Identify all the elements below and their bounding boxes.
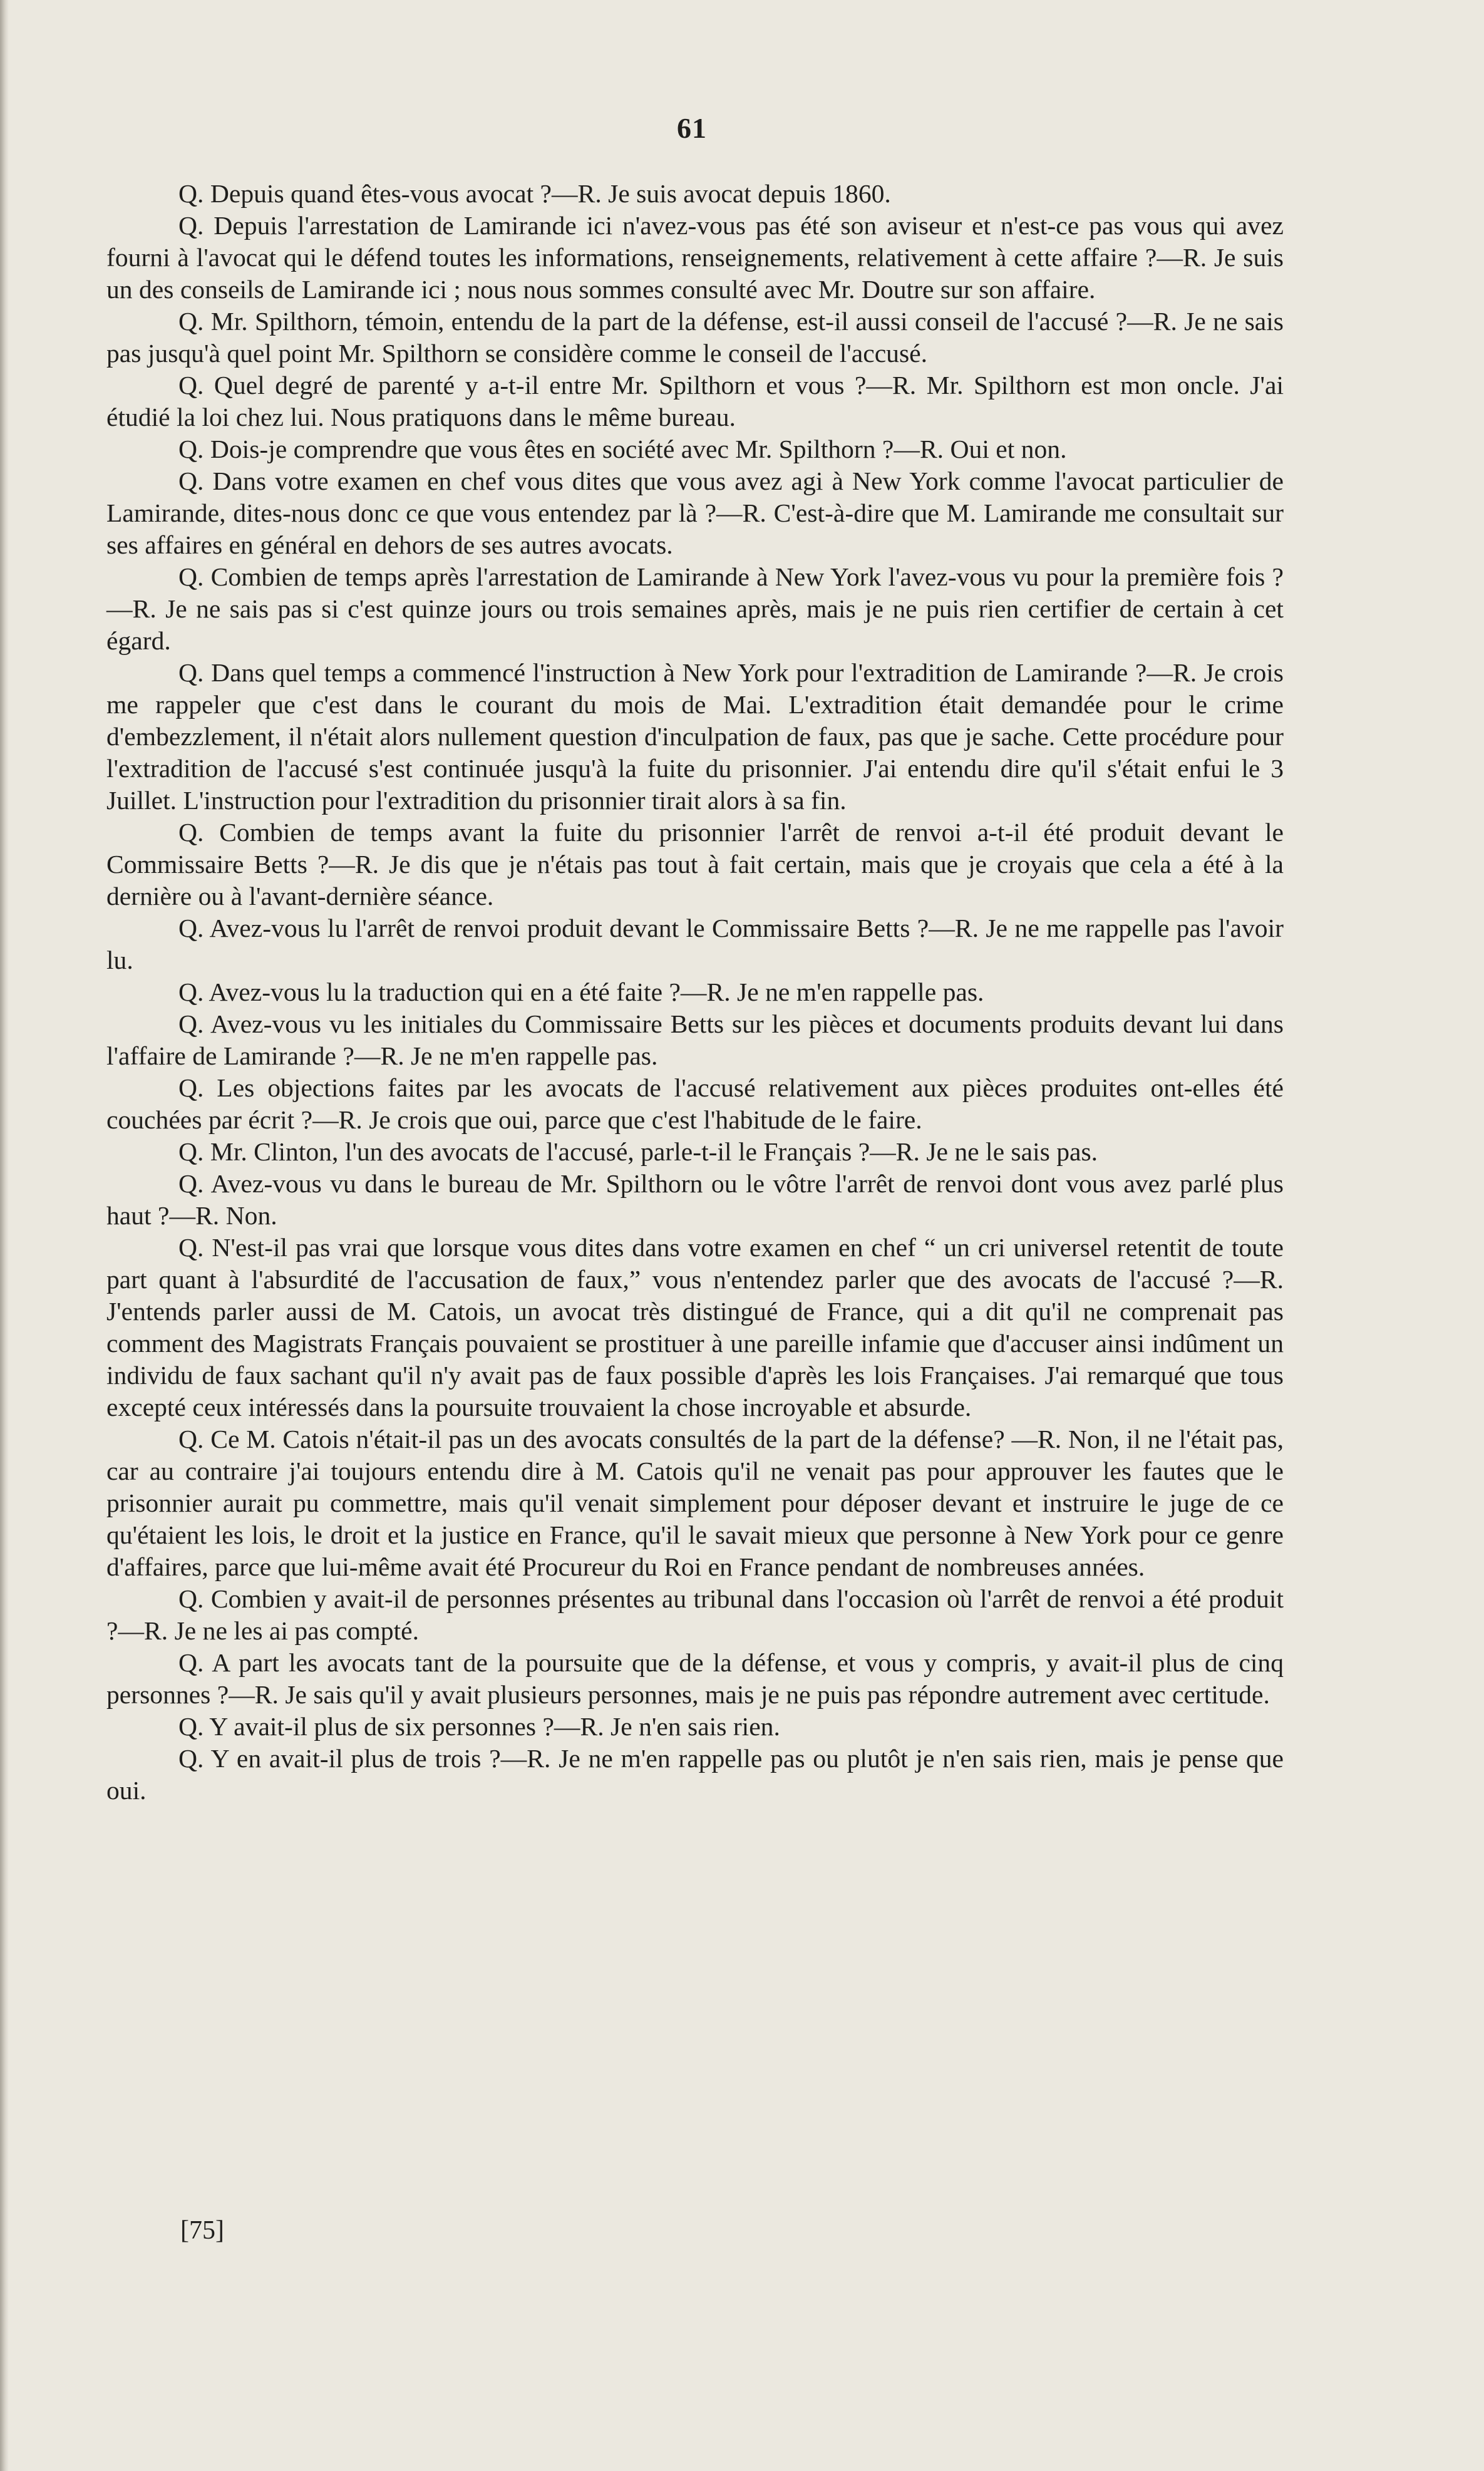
paragraph: Q. Les objections faites par les avocats de l'accusé relativement aux pièces produites ont-elles été couchées par écrit ?—R. Je crois que oui, parce que c'est l'habitude de le faire. <box>106 1073 1284 1134</box>
signature-mark: [75] <box>180 2216 224 2245</box>
paragraph: Q. N'est-il pas vrai que lorsque vous dites dans votre examen en chef “ un cri universel retentit de toute part quant à l'absurdité de l'accusation de faux,” vous n'entendez parler que des avocats de l'accusé ?—R. J'entends parler aussi de M. Catois, un avocat très distingué de France, qui a dit qu'il ne comprenait pas comment des Magistrats Français pouvaient se prostituer à une pareille infamie que d'accuser ainsi indûment un individu de faux sachant qu'il n'y avait pas de faux possible d'après les lois Françaises. J'ai remarqué que tous excepté ceux intéressés dans la poursuite trouvaient la chose incroyable et absurde. <box>106 1233 1284 1421</box>
page-number: 61 <box>677 112 707 144</box>
paragraph: Q. Y en avait-il plus de trois ?—R. Je ne m'en rappelle pas ou plutôt je n'en sais rien, mais je pense que oui. <box>106 1744 1284 1805</box>
testimony-text <box>106 178 1284 1807</box>
paragraph: Q. A part les avocats tant de la poursuite que de la défense, et vous y compris, y avait-il plus de cinq personnes ?—R. Je sais qu'il y avait plusieurs personnes, mais je ne puis pas répondre autrement avec certitude. <box>106 1648 1284 1709</box>
paragraph: Q. Dois-je comprendre que vous êtes en société avec Mr. Spilthorn ?—R. Oui et non. <box>178 435 1067 463</box>
paragraph: Q. Avez-vous lu la traduction qui en a été faite ?—R. Je ne m'en rappelle pas. <box>178 978 984 1006</box>
paragraph: Q. Quel degré de parenté y a-t-il entre Mr. Spilthorn et vous ?—R. Mr. Spilthorn est mon oncle. J'ai étudié la loi chez lui. Nous pratiquons dans le même bureau. <box>106 371 1284 431</box>
paragraph: Q. Depuis l'arrestation de Lamirande ici n'avez-vous pas été son aviseur et n'est-ce pas vous qui avez fourni à l'avocat qui le défend toutes les informations, renseignements, relativement à cette affaire ?—R. Je suis un des conseils de Lamirande ici ; nous nous sommes consulté avec Mr. Doutre sur son affaire. <box>106 211 1284 304</box>
paragraph: Q. Dans quel temps a commencé l'instruction à New York pour l'extradition de Lamirande ?—R. Je crois me rappeler que c'est dans le courant du mois de Mai. L'extradition était demandée pour le crime d'embezzlement, il n'était alors nullement question d'inculpation de faux, pas que je sache. Cette procédure pour l'extradition de l'accusé s'est continuée jusqu'à la fuite du prisonnier. J'ai entendu dire qu'il s'était enfui le 3 Juillet. L'instruction pour l'extradition du prisonnier tirait alors à sa fin. <box>106 658 1284 815</box>
paragraph: Q. Dans votre examen en chef vous dites que vous avez agi à New York comme l'avocat particulier de Lamirande, dites-nous donc ce que vous entendez par là ?—R. C'est-à-dire que M. Lamirande me consultait sur ses affaires en général en dehors de ses autres avocats. <box>106 467 1284 559</box>
paragraph: Q. Depuis quand êtes-vous avocat ?—R. Je suis avocat depuis 1860. <box>178 179 891 208</box>
paragraph: Q. Combien y avait-il de personnes présentes au tribunal dans l'occasion où l'arrêt de renvoi a été produit ?—R. Je ne les ai pas compté. <box>106 1584 1284 1645</box>
paragraph: Q. Avez-vous lu l'arrêt de renvoi produit devant le Commissaire Betts ?—R. Je ne me rappelle pas l'avoir lu. <box>106 914 1284 974</box>
paragraph: Q. Y avait-il plus de six personnes ?—R. Je n'en sais rien. <box>178 1712 780 1741</box>
paragraph: Q. Avez-vous vu les initiales du Commissaire Betts sur les pièces et documents produits devant lui dans l'affaire de Lamirande ?—R. Je ne m'en rappelle pas. <box>106 1009 1284 1070</box>
paragraph: Q. Avez-vous vu dans le bureau de Mr. Spilthorn ou le vôtre l'arrêt de renvoi dont vous avez parlé plus haut ?—R. Non. <box>106 1169 1284 1230</box>
paragraph: Q. Mr. Clinton, l'un des avocats de l'accusé, parle-t-il le Français ?—R. Je ne le sais pas. <box>178 1137 1098 1166</box>
paragraph: Q. Ce M. Catois n'était-il pas un des avocats consultés de la part de la défense? —R. Non, il ne l'était pas, car au contraire j'ai toujours entendu dire à M. Catois qu'il ne venait pas pour approuver les fautes que le prisonnier aurait pu commettre, mais qu'il venait simplement pour déposer devant et instruire le juge de ce qu'étaient les lois, le droit et la justice en France, qu'il le savait mieux que personne à New York pour ce genre d'affaires, parce que lui-même avait été Procureur du Roi en France pendant de nombreuses années. <box>106 1425 1284 1581</box>
paragraph: Q. Combien de temps avant la fuite du prisonnier l'arrêt de renvoi a-t-il été produit devant le Commissaire Betts ?—R. Je dis que je n'étais pas tout à fait certain, mais que je croyais que cela a été à la dernière ou à l'avant-dernière séance. <box>106 818 1284 911</box>
paragraph: Q. Mr. Spilthorn, témoin, entendu de la part de la défense, est-il aussi conseil de l'accusé ?—R. Je ne sais pas jusqu'à quel point Mr. Spilthorn se considère comme le conseil de l'accusé. <box>106 307 1284 368</box>
binding-edge <box>0 0 9 2471</box>
paragraph: Q. Combien de temps après l'arrestation de Lamirande à New York l'avez-vous vu pour la première fois ?—R. Je ne sais pas si c'est quinze jours ou trois semaines après, mais je ne puis rien certifier de certain à cet égard. <box>106 562 1284 655</box>
